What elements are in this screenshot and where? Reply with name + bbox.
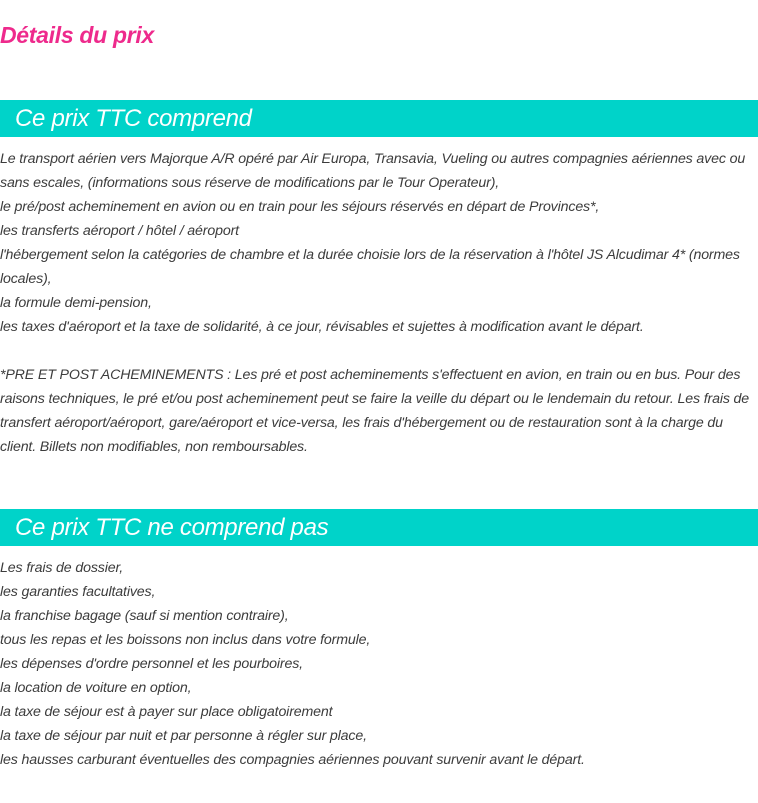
list-item: le pré/post acheminement en avion ou en train pour les séjours réservés en départ de Provinces*, — [0, 199, 600, 215]
excludes-list — [0, 556, 758, 772]
list-item: la taxe de séjour est à payer sur place obligatoirement — [0, 704, 333, 720]
note-text: *PRE ET POST ACHEMINEMENTS : Les pré et post acheminements s'effectuent en avion, en train ou en bus. Pour des raisons techniques, le pré et/ou post acheminement peut se faire la veille du départ ou le lendemain du retour. Les frais de transfert aéroport/aéroport, gare/aéroport et vice-versa, les frais d'hébergement ou de restauration sont à la charge du client. Billets non modifiables, non remboursables. — [0, 367, 750, 455]
list-item: les garanties facultatives, — [0, 584, 156, 600]
page-title: Détails du prix — [0, 22, 154, 48]
list-item: la franchise bagage (sauf si mention contraire), — [0, 608, 289, 624]
section-header-includes — [0, 100, 758, 137]
list-item: la location de voiture en option, — [0, 680, 192, 696]
list-item: Le transport aérien vers Majorque A/R opéré par Air Europa, Transavia, Vueling ou autres compagnies aériennes avec ou sans escales, (informations sous réserve de modifications par le Tour Operateur), — [0, 151, 746, 191]
list-item: l'hébergement selon la catégories de chambre et la durée choisie lors de la réservation à l'hôtel JS Alcudimar 4* (normes locales), — [0, 247, 740, 287]
list-item: les dépenses d'ordre personnel et les pourboires, — [0, 656, 303, 672]
list-item: les taxes d'aéroport et la taxe de solidarité, à ce jour, révisables et sujettes à modification avant le départ. — [0, 319, 644, 335]
list-item: Les frais de dossier, — [0, 560, 124, 576]
acheminement-note — [0, 363, 758, 459]
section-header-excludes — [0, 509, 758, 546]
list-item: la formule demi-pension, — [0, 295, 152, 311]
includes-list — [0, 147, 758, 339]
list-item: la taxe de séjour par nuit et par personne à régler sur place, — [0, 728, 367, 744]
section-heading-excludes: Ce prix TTC ne comprend pas — [15, 514, 329, 541]
section-heading-includes: Ce prix TTC comprend — [15, 105, 252, 132]
list-item: les transferts aéroport / hôtel / aéroport — [0, 223, 239, 239]
list-item: les hausses carburant éventuelles des compagnies aériennes pouvant survenir avant le départ. — [0, 752, 585, 768]
list-item: tous les repas et les boissons non inclus dans votre formule, — [0, 632, 371, 648]
